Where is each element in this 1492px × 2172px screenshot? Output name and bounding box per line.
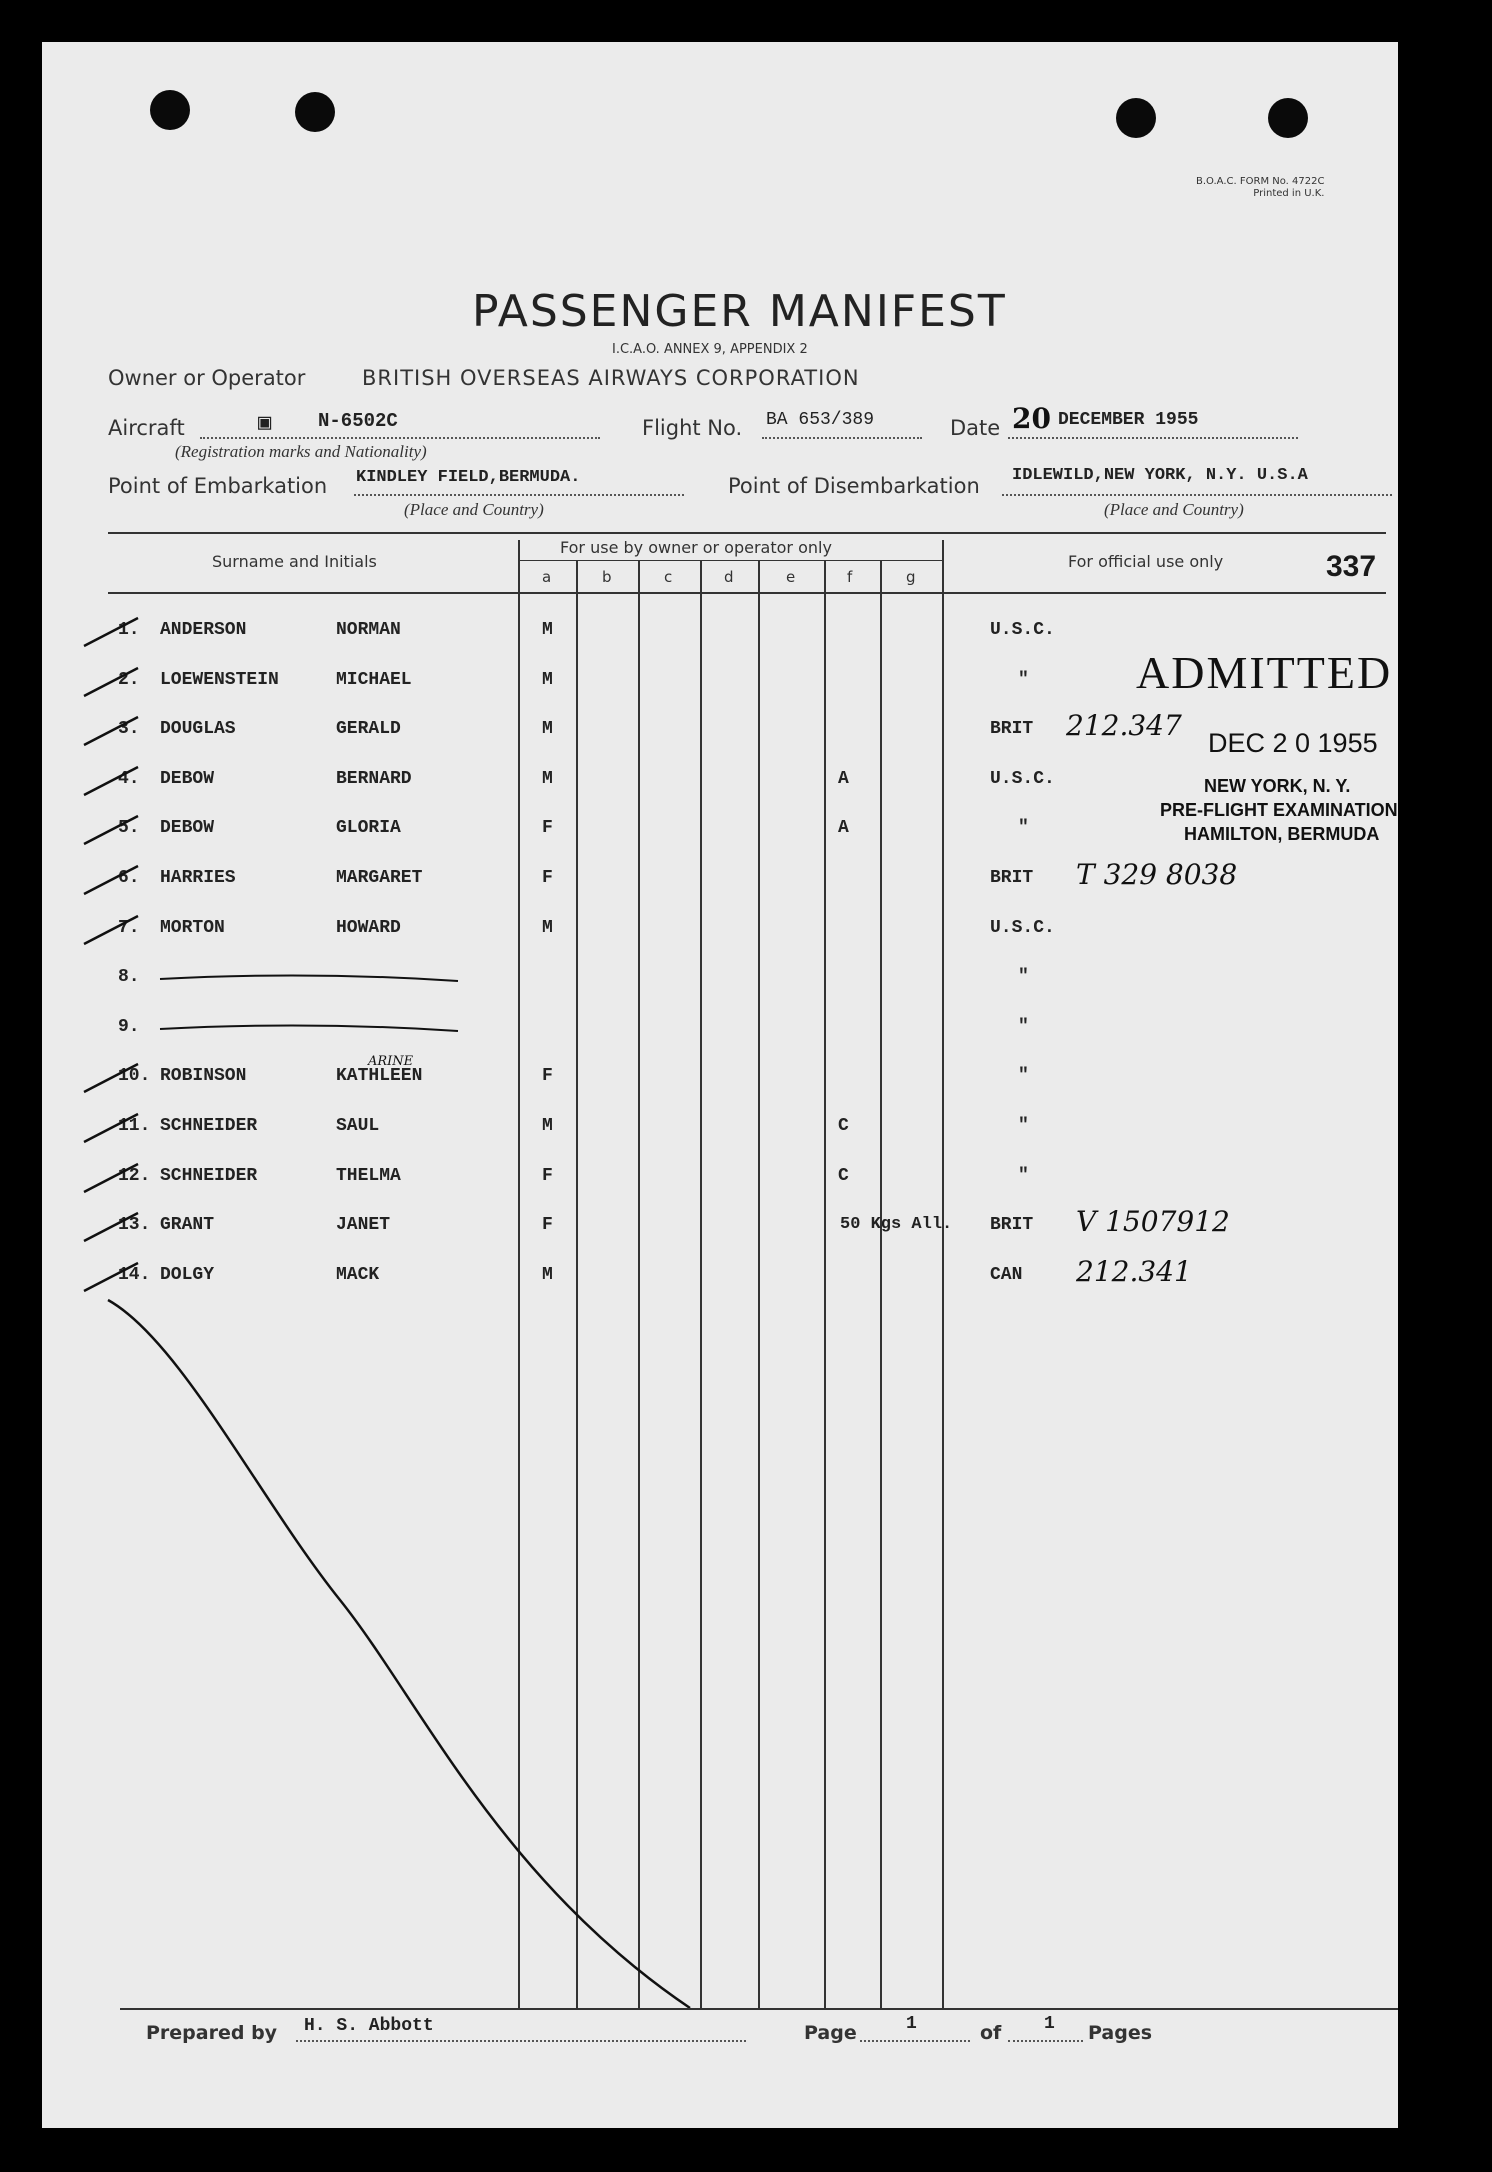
disembarkation-note: (Place and Country): [1104, 500, 1244, 519]
official-use-entry: CAN: [990, 1265, 1023, 1285]
form-ref-line1: B.O.A.C. FORM No. 4722C: [1196, 176, 1325, 187]
passenger-given-name: THELMA: [336, 1166, 401, 1186]
disembarkation-label: Point of Disembarkation: [728, 474, 980, 498]
sex-column: F: [542, 1215, 553, 1235]
sex-column: F: [542, 1166, 553, 1186]
passenger-given-name: NORMAN: [336, 620, 401, 640]
passenger-given-name: MARGARET: [336, 868, 423, 888]
column-letter-e: e: [786, 568, 796, 586]
official-use-header: For official use only: [1068, 552, 1224, 571]
embarkation-value: KINDLEY FIELD,BERMUDA.: [356, 468, 581, 487]
handwritten-number: 212.347: [1066, 709, 1182, 742]
official-use-entry: ": [1018, 670, 1029, 690]
passenger-surname: ROBINSON: [160, 1066, 247, 1086]
sex-column: M: [542, 769, 553, 789]
passenger-given-name: GLORIA: [336, 818, 401, 838]
sex-column: M: [542, 620, 553, 640]
row-number: 14.: [118, 1265, 151, 1285]
official-use-entry: U.S.C.: [990, 620, 1055, 640]
column-f-value: C: [838, 1116, 849, 1136]
column-letter-b: b: [602, 568, 612, 586]
row-number: 9.: [118, 1017, 140, 1037]
column-f-value: A: [838, 769, 849, 789]
robinson-insert: ARINE: [368, 1054, 414, 1069]
sex-column: F: [542, 818, 553, 838]
row-number: 4.: [118, 769, 140, 789]
prepared-value: H. S. Abbott: [304, 2016, 434, 2036]
column-f-value: A: [838, 818, 849, 838]
handwritten-number: 212.341: [1076, 1255, 1192, 1288]
passenger-surname: LOEWENSTEIN: [160, 670, 279, 690]
passenger-given-name: GERALD: [336, 719, 401, 739]
page-underline: [860, 2040, 970, 2042]
official-use-entry: U.S.C.: [990, 918, 1055, 938]
stamp-line1: NEW YORK, N. Y.: [1204, 776, 1351, 796]
passenger-given-name: HOWARD: [336, 918, 401, 938]
embarkation-note: (Place and Country): [404, 500, 544, 519]
row-number: 10.: [118, 1066, 151, 1086]
sex-column: M: [542, 918, 553, 938]
aircraft-flag-mark: ▣: [258, 411, 272, 436]
handwritten-number: V 1507912: [1076, 1205, 1230, 1238]
passenger-surname: DOUGLAS: [160, 719, 236, 739]
aircraft-label: Aircraft: [108, 416, 185, 440]
official-use-entry: ": [1018, 1066, 1029, 1086]
prepared-underline: [296, 2040, 746, 2042]
official-use-entry: ": [1018, 1166, 1029, 1186]
row-number: 11.: [118, 1116, 151, 1136]
column-letter-g: g: [906, 568, 916, 586]
passenger-surname: DOLGY: [160, 1265, 215, 1285]
surname-column-header: Surname and Initials: [212, 552, 377, 571]
passenger-surname: DEBOW: [160, 818, 215, 838]
of-label: of: [980, 2022, 1002, 2044]
row-number: 5.: [118, 818, 140, 838]
official-use-entry: BRIT: [990, 1215, 1034, 1235]
owner-value: BRITISH OVERSEAS AIRWAYS CORPORATION: [362, 366, 860, 390]
passenger-given-name: KATHLEEN: [336, 1066, 423, 1086]
column-letter-a: a: [542, 568, 552, 586]
date-rest: DECEMBER 1955: [1058, 410, 1199, 430]
passenger-given-name: MICHAEL: [336, 670, 412, 690]
page-value: 1: [906, 2014, 917, 2034]
column-letter-f: f: [847, 568, 853, 586]
owner-label: Owner or Operator: [108, 366, 306, 390]
official-use-entry: ": [1018, 1017, 1029, 1037]
official-use-entry: BRIT: [990, 868, 1034, 888]
of-underline: [1008, 2040, 1083, 2042]
manifest-number: 337: [1326, 550, 1377, 583]
passenger-surname: MORTON: [160, 918, 225, 938]
row-number: 6.: [118, 868, 140, 888]
column-f-value: C: [838, 1166, 849, 1186]
column-letter-c: c: [664, 568, 673, 586]
sex-column: M: [542, 719, 553, 739]
flight-value: BA 653/389: [766, 410, 875, 430]
official-use-entry: ": [1018, 967, 1029, 987]
date-label: Date: [950, 416, 1001, 440]
official-use-entry: ": [1018, 818, 1029, 838]
row-number: 3.: [118, 719, 140, 739]
stamp-line3: HAMILTON, BERMUDA: [1184, 824, 1380, 844]
row-number: 7.: [118, 918, 140, 938]
stamp-date: DEC 2 0 1955: [1208, 728, 1378, 758]
passenger-given-name: MACK: [336, 1265, 380, 1285]
owner-use-header: For use by owner or operator only: [560, 538, 832, 557]
row-number: 13.: [118, 1215, 151, 1235]
column-letter-d: d: [724, 568, 734, 586]
passenger-surname: SCHNEIDER: [160, 1166, 258, 1186]
prepared-label: Prepared by: [146, 2022, 278, 2044]
passenger-given-name: BERNARD: [336, 769, 412, 789]
sex-column: M: [542, 1116, 553, 1136]
handwritten-number: T 329 8038: [1076, 858, 1238, 891]
passenger-given-name: JANET: [336, 1215, 391, 1235]
official-use-entry: U.S.C.: [990, 769, 1055, 789]
stamp-line2: PRE-FLIGHT EXAMINATION: [1160, 800, 1398, 820]
row-number: 1.: [118, 620, 140, 640]
flight-label: Flight No.: [642, 416, 743, 440]
sex-column: M: [542, 1265, 553, 1285]
passenger-surname: HARRIES: [160, 868, 236, 888]
aircraft-note: (Registration marks and Nationality): [175, 442, 427, 461]
sex-column: M: [542, 670, 553, 690]
passenger-surname: SCHNEIDER: [160, 1116, 258, 1136]
pages-label: Pages: [1088, 2022, 1153, 2044]
sex-column: F: [542, 1066, 553, 1086]
passenger-given-name: SAUL: [336, 1116, 380, 1136]
row-number: 2.: [118, 670, 140, 690]
official-use-entry: ": [1018, 1116, 1029, 1136]
official-use-entry: BRIT: [990, 719, 1034, 739]
footer-line: [120, 2008, 1398, 2010]
sex-column: F: [542, 868, 553, 888]
column-f-value: 50 Kgs All.: [840, 1215, 953, 1234]
embarkation-label: Point of Embarkation: [108, 474, 328, 498]
form-ref-line2: Printed in U.K.: [1253, 188, 1325, 199]
row-number: 8.: [118, 967, 140, 987]
passenger-surname: GRANT: [160, 1215, 215, 1235]
passenger-surname: ANDERSON: [160, 620, 247, 640]
page-label: Page: [804, 2022, 857, 2044]
passenger-surname: DEBOW: [160, 769, 215, 789]
of-value: 1: [1044, 2014, 1055, 2034]
row-number: 12.: [118, 1166, 151, 1186]
admitted-stamp: ADMITTED: [1136, 647, 1393, 698]
page-title: PASSENGER MANIFEST: [472, 286, 1007, 337]
date-day: 20: [1012, 402, 1051, 435]
aircraft-value: N-6502C: [318, 410, 398, 432]
disembarkation-value: IDLEWILD,NEW YORK, N.Y. U.S.A: [1012, 466, 1308, 485]
page-subtitle: I.C.A.O. ANNEX 9, APPENDIX 2: [612, 342, 808, 357]
